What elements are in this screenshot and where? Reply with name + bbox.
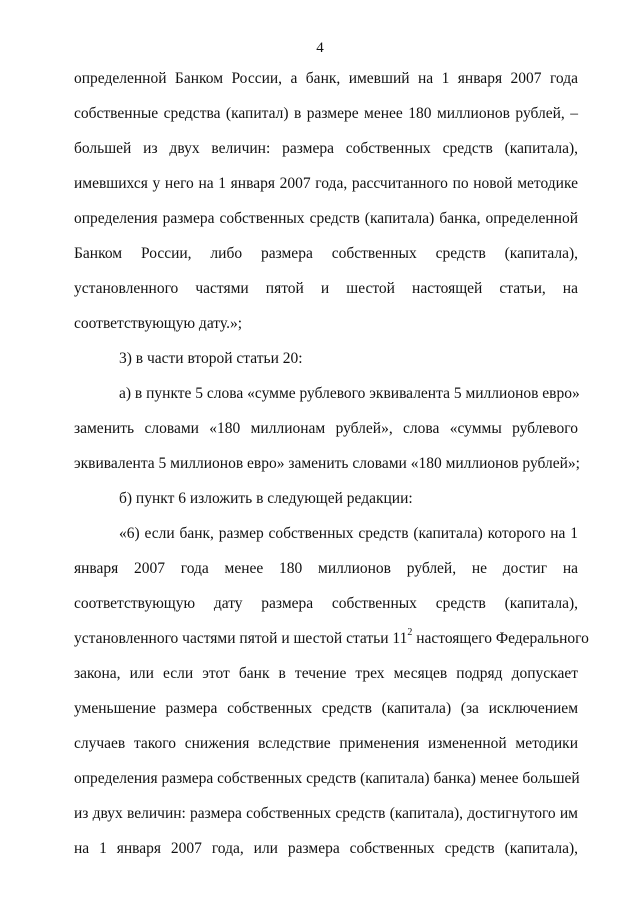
text-line: собственные средства (капитал) в размере менее 180 миллионов рублей, – (74, 105, 578, 122)
text-line: «6) если банк, размер собственных средств (капитала) которого на 1 (119, 525, 578, 542)
text-line: закона, или если этот банк в течение трех месяцев подряд допускает (74, 665, 578, 682)
body-text (74, 61, 589, 866)
text-line: соответствующую дату.»; (74, 315, 242, 332)
text-line (74, 621, 589, 656)
text-line: эквивалента 5 миллионов евро» заменить словами «180 миллионов рублей»; (74, 455, 580, 472)
text-line: случаев такого снижения вследствие применения измененной методики (74, 735, 578, 752)
text-line: 3) в части второй статьи 20: (119, 350, 303, 367)
text-line: а) в пункте 5 слова «сумме рублевого эквивалента 5 миллионов евро» (119, 385, 580, 402)
text-line: определенной Банком России, а банк, имевший на 1 января 2007 года (74, 70, 578, 87)
text-line: на 1 января 2007 года, или размера собственных средств (капитала), (74, 840, 578, 857)
text-line: заменить словами «180 миллионам рублей», слова «суммы рублевого (74, 420, 578, 437)
text-segment: установленного частями пятой и шестой статьи 11 (74, 630, 408, 647)
text-line: из двух величин: размера собственных средств (капитала), достигнутого им (74, 805, 578, 822)
text-line: января 2007 года менее 180 миллионов рублей, не достиг на (74, 560, 578, 577)
text-line: большей из двух величин: размера собственных средств (капитала), (74, 140, 578, 157)
text-line: установленного частями пятой и шестой настоящей статьи, на (74, 280, 578, 297)
superscript: 2 (407, 626, 413, 638)
text-line: определения размера собственных средств (капитала) банка, определенной (74, 210, 578, 227)
text-line: определения размера собственных средств (капитала) банка) менее большей (74, 770, 580, 787)
text-segment: настоящего Федерального (412, 630, 589, 647)
text-line: Банком России, либо размера собственных средств (капитала), (74, 245, 578, 262)
text-line: уменьшение размера собственных средств (капитала) (за исключением (74, 700, 578, 717)
text-line: имевшихся у него на 1 января 2007 года, рассчитанного по новой методике (74, 175, 578, 192)
page-number: 4 (316, 40, 324, 56)
text-line: б) пункт 6 изложить в следующей редакции: (119, 490, 413, 507)
text-line: соответствующую дату размера собственных средств (капитала), (74, 595, 578, 612)
